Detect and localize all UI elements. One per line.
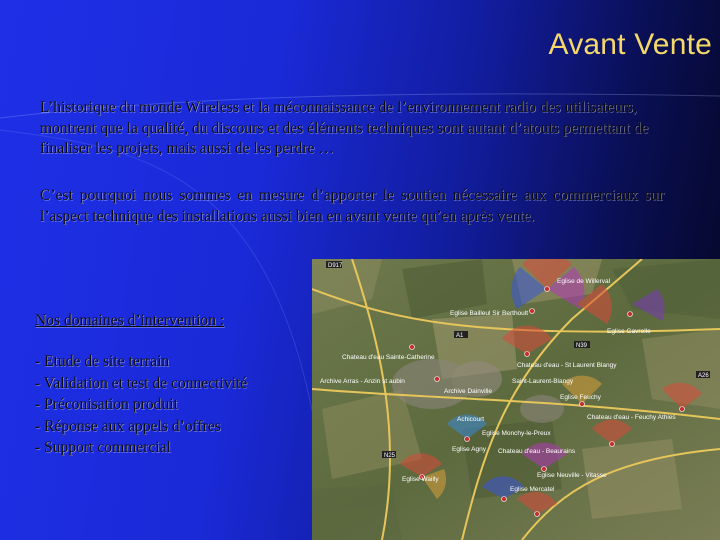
map-label: Eglise Wailly: [402, 476, 439, 483]
map-label: Eglise Mercatel: [510, 486, 555, 493]
map-label: Chateau d'eau Sainte-Catherine: [342, 354, 435, 361]
aerial-site-map: [312, 259, 720, 540]
svg-text:N39: N39: [576, 343, 588, 349]
map-label: Achicourt: [457, 416, 485, 423]
domains-section: [35, 312, 315, 459]
support-paragraph: C’est pourquoi nous sommes en mesure d’apporter le soutien nécessaire aux commerciaux sur l’aspect technique des installations aussi bien en avant vente qu’en après vente.: [40, 187, 664, 225]
map-label: Eglise Gavrelle: [607, 328, 651, 335]
domain-item: - Validation et test de connectivité: [35, 374, 248, 392]
map-label: Archive Dainville: [444, 388, 493, 395]
slide-title: Avant Vente: [548, 28, 712, 61]
domain-item: - Support commercial: [35, 439, 171, 456]
svg-text:D917: D917: [328, 263, 343, 269]
svg-text:A1: A1: [456, 333, 464, 339]
map-label: Chateau d'eau - Feuchy Athies: [587, 414, 676, 421]
domain-item: - Etude de site terrain: [35, 353, 170, 370]
map-label: Chateau d'eau - Beaurains: [498, 448, 576, 455]
domain-item: - Réponse aux appels d’offres: [35, 417, 221, 435]
map-label: Eglise Bailleul Sir Berthoult: [450, 310, 529, 317]
map-label: Saint-Laurent-Blangy: [512, 378, 574, 385]
map-label: Archive Arras - Anzin st aubin: [320, 378, 405, 385]
svg-text:A26: A26: [698, 373, 709, 379]
map-label: Eglise Feuchy: [560, 394, 601, 401]
map-svg: [312, 259, 720, 540]
map-label: Eglise Monchy-le-Preux: [482, 430, 551, 437]
svg-text:N25: N25: [384, 453, 396, 459]
intro-paragraph: L’historique du monde Wireless et la méconnaissance de l’environnement radio des utilisateurs, montrent que la qualité, du discours et des éléments techniques sont autant d’atouts permettant de finaliser les projets, mais aussi de les perdre …: [40, 99, 649, 157]
domain-item: - Préconisation produit: [35, 396, 178, 413]
map-label: Eglise Agny: [452, 446, 486, 453]
domains-list: [35, 351, 315, 459]
domains-heading: Nos domaines d’intervention :: [35, 312, 225, 329]
map-label: Chateau d'eau - St Laurent Blangy: [517, 362, 617, 369]
map-label: Eglise Neuville - Vitasse: [537, 472, 607, 479]
map-label: Eglise de Willerval: [557, 278, 611, 285]
